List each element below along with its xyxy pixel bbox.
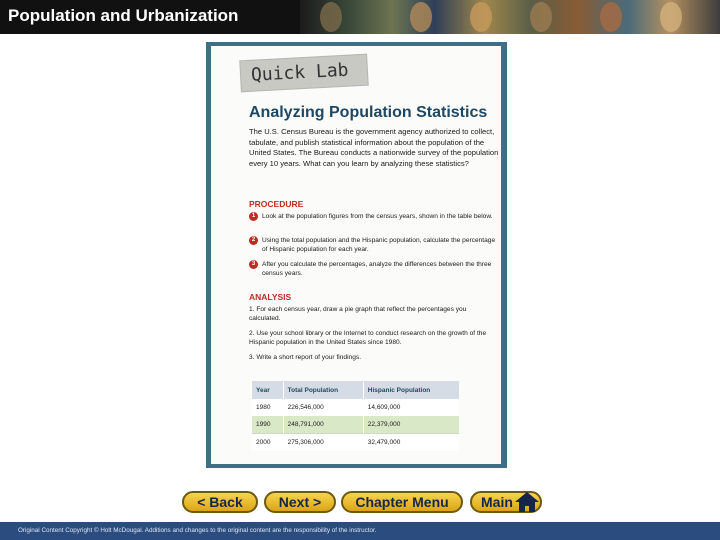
column-header: Year <box>252 381 284 399</box>
table-cell: 226,546,000 <box>283 399 363 416</box>
table-row <box>252 434 460 452</box>
step-number-badge: 3 <box>249 260 258 269</box>
table-cell: 32,479,000 <box>363 434 459 452</box>
copyright-text: Original Content Copyright © Holt McDougal. Additions and changes to the original content are the responsibility of the instructor. <box>18 527 377 534</box>
banner-face-icon <box>600 2 622 32</box>
banner-face-icon <box>410 2 432 32</box>
step-text: Using the total population and the Hispanic population, calculate the percentage of Hispanic population for each year. <box>262 237 496 254</box>
table-cell: 2000 <box>252 434 284 452</box>
header-banner-image <box>300 0 720 34</box>
population-table <box>251 381 459 451</box>
procedure-heading: PROCEDURE <box>249 199 304 209</box>
banner-face-icon <box>320 2 342 32</box>
next-button[interactable] <box>264 491 336 513</box>
quick-lab-label: Quick Lab <box>250 59 350 86</box>
table-cell: 248,791,000 <box>283 416 363 434</box>
page-title: Population and Urbanization <box>8 6 239 25</box>
procedure-step <box>249 260 499 278</box>
column-header: Hispanic Population <box>363 381 459 399</box>
lab-title: Analyzing Population Statistics <box>249 104 488 121</box>
chapter-menu-label: Chapter Menu <box>355 494 449 510</box>
banner-face-icon <box>470 2 492 32</box>
column-header: Total Population <box>283 381 363 399</box>
step-text: After you calculate the percentages, analyze the differences between the three census years. <box>262 261 492 278</box>
textbook-page <box>206 42 507 468</box>
table-cell: 22,379,000 <box>363 416 459 434</box>
procedure-step <box>249 212 499 221</box>
table-cell: 275,306,000 <box>283 434 363 452</box>
header-bar <box>0 0 720 34</box>
step-number-badge: 1 <box>249 212 258 221</box>
table-row <box>252 416 460 434</box>
back-button[interactable] <box>182 491 258 513</box>
step-number-badge: 2 <box>249 236 258 245</box>
main-label: Main <box>481 494 513 510</box>
analysis-step: 2. Use your school library or the Internet to conduct research on the growth of the Hispanic population in the United States since 1980. <box>249 330 487 347</box>
back-label: < Back <box>197 494 243 510</box>
table-header-row <box>252 381 460 399</box>
intro-paragraph: The U.S. Census Bureau is the government agency authorized to collect, tabulate, and publish statistical information about the population of the United States. The Bureau conducts a nationwide survey of the population every 10 years. What can you learn by analyzing these statistics? <box>249 127 499 168</box>
home-icon <box>514 491 540 513</box>
analysis-heading: ANALYSIS <box>249 292 292 302</box>
quick-lab-banner <box>240 55 367 92</box>
table-cell: 1980 <box>252 399 284 416</box>
main-menu-button[interactable] <box>470 491 542 513</box>
next-label: Next > <box>278 494 322 510</box>
step-text: Look at the population figures from the census years, shown in the table below. <box>262 213 493 220</box>
analysis-step: 1. For each census year, draw a pie graph that reflect the percentages you calculated. <box>249 306 467 323</box>
table-row <box>252 399 460 416</box>
chapter-menu-button[interactable] <box>341 491 463 513</box>
table-cell: 1990 <box>252 416 284 434</box>
analysis-step: 3. Write a short report of your findings. <box>249 354 362 361</box>
table-cell: 14,609,000 <box>363 399 459 416</box>
procedure-step <box>249 236 499 254</box>
footer-bar <box>0 522 720 540</box>
banner-face-icon <box>660 2 682 32</box>
page-content <box>211 46 501 464</box>
banner-face-icon <box>530 2 552 32</box>
